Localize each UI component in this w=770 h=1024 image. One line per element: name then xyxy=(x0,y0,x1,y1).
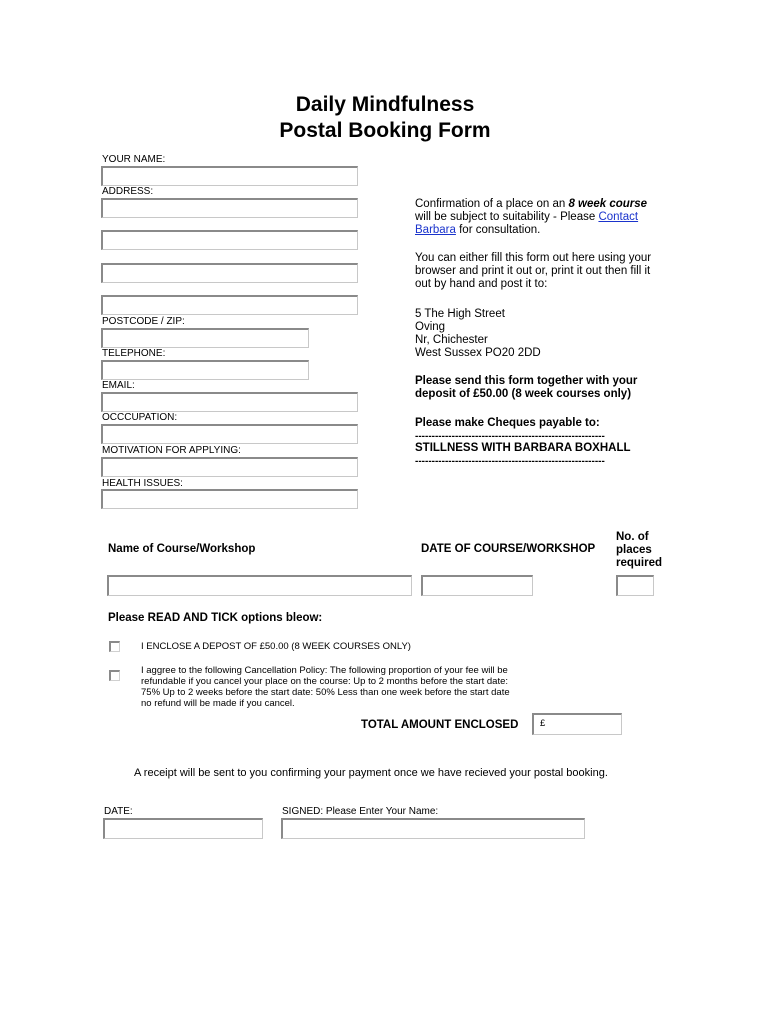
policy-checkbox[interactable] xyxy=(109,670,120,681)
course-date-field[interactable] xyxy=(421,575,533,596)
address-line4-field[interactable] xyxy=(101,295,358,315)
occupation-label: OCCCUPATION: xyxy=(102,412,178,423)
payee-name: STILLNESS WITH BARBARA BOXHALL xyxy=(415,442,631,454)
course-date-header: DATE OF COURSE/WORKSHOP xyxy=(421,543,596,555)
divider-bottom: --------------------------------------------------------- xyxy=(415,457,605,467)
course-emphasis: 8 week course xyxy=(568,198,648,210)
total-amount-field[interactable] xyxy=(532,713,622,735)
deposit-checkbox[interactable] xyxy=(109,641,120,652)
telephone-label: TELEPHONE: xyxy=(102,348,166,359)
page-title-line2: Postal Booking Form xyxy=(279,119,491,142)
health-issues-label: HEALTH ISSUES: xyxy=(102,478,183,489)
your-name-field[interactable] xyxy=(101,166,358,186)
address-line2-field[interactable] xyxy=(101,230,358,250)
course-name-field[interactable] xyxy=(107,575,412,596)
signed-name-field[interactable] xyxy=(281,818,585,839)
email-label: EMAIL: xyxy=(102,380,135,391)
address-line1-field[interactable] xyxy=(101,198,358,218)
divider-top: --------------------------------------------------------- xyxy=(415,432,605,442)
currency-symbol: £ xyxy=(540,718,546,729)
date-field[interactable] xyxy=(103,818,263,839)
fill-instructions: You can either fill this form out here using your browser and print it out or, print it out then fill it out by hand and post it to: xyxy=(415,252,652,290)
telephone-field[interactable] xyxy=(101,360,309,380)
confirmation-text: Confirmation of a place on an 8 week course will be subject to suitability - Please Contact Barbara for consultation. xyxy=(415,198,648,236)
options-heading: Please READ AND TICK options bleow: xyxy=(108,612,323,624)
your-name-label: YOUR NAME: xyxy=(102,154,166,165)
places-header: No. of places required xyxy=(616,531,663,569)
postcode-field[interactable] xyxy=(101,328,309,348)
deposit-instructions: Please send this form together with your deposit of £50.00 (8 week courses only) xyxy=(415,375,638,400)
contact-link-2[interactable]: Barbara xyxy=(415,224,456,236)
address-label: ADDRESS: xyxy=(102,186,154,197)
address-line3-field[interactable] xyxy=(101,263,358,283)
course-name-header: Name of Course/Workshop xyxy=(108,543,256,555)
contact-link-1[interactable]: Contact xyxy=(598,211,639,223)
receipt-note: A receipt will be sent to you confirming your payment once we have recieved your postal booking. xyxy=(134,767,608,779)
email-field[interactable] xyxy=(101,392,358,412)
date-label: DATE: xyxy=(104,806,133,817)
postal-address: 5 The High Street Oving Nr, Chichester West Sussex PO20 2DD xyxy=(415,308,541,359)
policy-text: I aggree to the following Cancellation Policy: The following proportion of your fee will be refundable if you cancel your place on the course: Up to 2 months before the start date: 75% Up to 2 weeks before the start date: 50% Less than one week before the start date no refund will be made if you cancel. xyxy=(141,665,510,709)
motivation-field[interactable] xyxy=(101,457,358,477)
postcode-label: POSTCODE / ZIP: xyxy=(102,316,185,327)
health-issues-field[interactable] xyxy=(101,489,358,509)
places-field[interactable] xyxy=(616,575,654,596)
deposit-option-label: I ENCLOSE A DEPOST OF £50.00 (8 WEEK COURSES ONLY) xyxy=(141,641,411,652)
page-title-line1: Daily Mindfulness xyxy=(295,93,475,116)
motivation-label: MOTIVATION FOR APPLYING: xyxy=(102,445,241,456)
cheques-heading: Please make Cheques payable to: xyxy=(415,417,600,429)
occupation-field[interactable] xyxy=(101,424,358,444)
total-label: TOTAL AMOUNT ENCLOSED xyxy=(361,719,519,731)
signed-label: SIGNED: Please Enter Your Name: xyxy=(282,806,439,817)
